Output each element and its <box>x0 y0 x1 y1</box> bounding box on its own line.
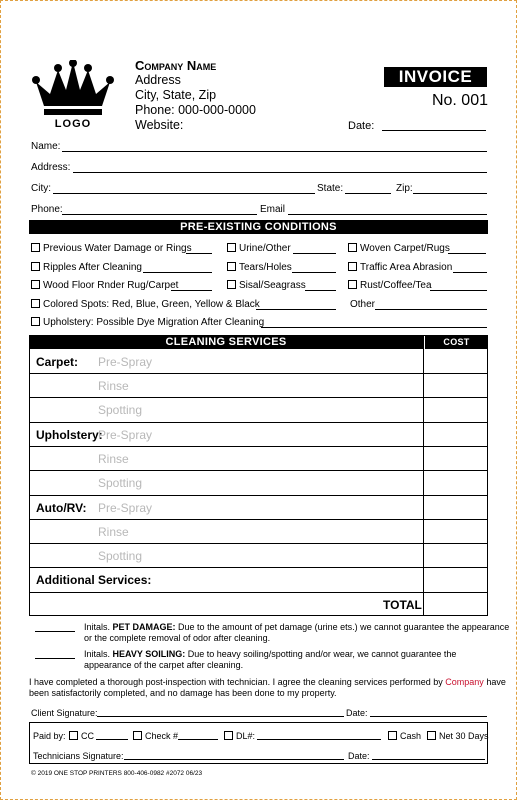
cond-water-line <box>186 253 212 254</box>
date1-field[interactable] <box>370 716 487 717</box>
cond-urine[interactable]: Urine/Other <box>227 243 291 255</box>
cost-divider <box>423 335 424 616</box>
row-line <box>29 592 488 593</box>
checkbox[interactable] <box>31 243 40 252</box>
cond-water[interactable]: Previous Water Damage or Rings <box>31 243 192 255</box>
services-header: CLEANING SERVICES <box>29 335 423 349</box>
checkbox[interactable] <box>227 280 236 289</box>
heavy-soiling-text: Initals. HEAVY SOILING: Due to heavy soiling/spotting and/or wear, we cannot guarantee the appearance of the carpet after cleaning. <box>84 649 457 670</box>
state-field[interactable] <box>345 193 391 194</box>
row-line <box>29 495 488 496</box>
checkbox[interactable] <box>31 299 40 308</box>
date-field[interactable] <box>382 130 486 131</box>
checkbox[interactable] <box>348 280 357 289</box>
cond-colored-line <box>256 309 336 310</box>
auto-label: Auto/RV: <box>36 501 87 515</box>
state-label: State: <box>317 183 344 194</box>
checkbox[interactable] <box>31 262 40 271</box>
invoice-number: No. 001 <box>431 92 488 109</box>
name-field[interactable] <box>62 151 487 152</box>
paid-by-label: Paid by: <box>33 731 66 741</box>
cond-colored[interactable]: Colored Spots: Red, Blue, Green, Yellow & Black <box>31 299 260 311</box>
carpet-spotting: Spotting <box>98 403 143 417</box>
cond-wood-line <box>171 290 212 291</box>
company-phone: Phone: 000-000-0000 <box>135 103 256 117</box>
zip-label: Zip: <box>396 183 413 194</box>
cond-sisal[interactable]: Sisal/Seagrass <box>227 280 306 292</box>
checkbox[interactable] <box>388 731 397 740</box>
cond-upholstery-line <box>261 327 487 328</box>
cond-woven-line <box>448 253 486 254</box>
cond-woven[interactable]: Woven Carpet/Rugs <box>348 243 450 255</box>
pet-damage-text: Initals. PET DAMAGE: Due to the amount of pet damage (urine ets.) we cannot guarantee the appearance or the complete removal of odor after cleaning. <box>84 622 510 643</box>
address-field[interactable] <box>73 172 487 173</box>
cond-traffic[interactable]: Traffic Area Abrasion <box>348 262 452 274</box>
carpet-label: Carpet: <box>36 355 79 369</box>
row-line <box>29 543 488 544</box>
cond-rust[interactable]: Rust/Coffee/Tea <box>348 280 432 292</box>
logo-text: LOGO <box>54 118 92 130</box>
company-website: Website: <box>135 118 184 132</box>
row-line <box>29 446 488 447</box>
pay-check-field[interactable] <box>178 739 218 740</box>
address-label: Address: <box>31 162 71 173</box>
pay-dl[interactable]: DL#: <box>224 730 255 742</box>
email-label: Email <box>260 204 286 215</box>
checkbox[interactable] <box>69 731 78 740</box>
upholstery-rinse: Rinse <box>98 452 129 466</box>
pay-cash[interactable]: Cash <box>388 730 421 742</box>
row-line <box>29 397 488 398</box>
phone-field[interactable] <box>62 214 257 215</box>
cond-upholstery[interactable]: Upholstery: Possible Dye Migration After Cleaning <box>31 317 264 329</box>
pay-net30[interactable]: Net 30 Days <box>427 730 489 742</box>
carpet-prespray: Pre-Spray <box>98 355 153 369</box>
total-label: TOTAL <box>383 598 422 612</box>
client-signature-field[interactable] <box>97 716 344 717</box>
additional-services-label: Additional Services: <box>36 573 152 587</box>
cond-urine-line <box>293 253 336 254</box>
city-label: City: <box>31 183 51 194</box>
pay-cc-field[interactable] <box>96 739 128 740</box>
row-line <box>29 519 488 520</box>
upholstery-prespray: Pre-Spray <box>98 428 153 442</box>
auto-prespray: Pre-Spray <box>98 501 153 515</box>
cond-rust-line <box>430 290 487 291</box>
logo <box>30 60 116 132</box>
name-label: Name: <box>31 141 61 152</box>
tech-signature-label: Technicians Signature: <box>33 751 124 761</box>
cond-tears[interactable]: Tears/Holes <box>227 262 292 274</box>
checkbox[interactable] <box>427 731 436 740</box>
upholstery-spotting: Spotting <box>98 476 143 490</box>
carpet-rinse: Rinse <box>98 379 129 393</box>
conditions-header: PRE-EXISTING CONDITIONS <box>29 220 488 234</box>
checkbox[interactable] <box>133 731 142 740</box>
cond-other-label: Other <box>350 299 376 310</box>
footer-copyright: © 2019 ONE STOP PRINTERS 800-406-0982 #2072 06/23 <box>31 770 203 777</box>
city-field[interactable] <box>53 193 315 194</box>
cond-ripples-line <box>143 272 212 273</box>
company-block <box>135 58 256 133</box>
cond-tears-line <box>292 272 336 273</box>
checkbox[interactable] <box>348 243 357 252</box>
auto-rinse: Rinse <box>98 525 129 539</box>
row-line <box>29 373 488 374</box>
company-address: Address <box>135 73 181 87</box>
cond-wood[interactable]: Wood Floor Rnder Rug/Carpet <box>31 280 178 292</box>
pay-check[interactable]: Check # <box>133 730 178 742</box>
pay-cc[interactable]: CC <box>69 730 94 742</box>
upholstery-label: Upholstery: <box>36 428 103 442</box>
pay-dl-field[interactable] <box>257 739 381 740</box>
email-field[interactable] <box>288 214 487 215</box>
soil-initials-field[interactable] <box>35 658 75 659</box>
cond-other-line[interactable] <box>375 309 487 310</box>
cost-header: COST <box>425 335 488 349</box>
checkbox[interactable] <box>31 317 40 326</box>
cond-sisal-line <box>305 290 336 291</box>
cond-ripples[interactable]: Ripples After Cleaning <box>31 262 142 274</box>
phone-label: Phone: <box>31 204 63 215</box>
checkbox[interactable] <box>224 731 233 740</box>
pet-initials-field[interactable] <box>35 631 75 632</box>
date1-label: Date: <box>346 708 368 718</box>
cond-traffic-line <box>453 272 487 273</box>
invoice-title: INVOICE <box>384 67 487 87</box>
checkbox[interactable] <box>227 243 236 252</box>
tech-signature-field[interactable] <box>124 759 344 760</box>
date-label: Date: <box>348 120 375 132</box>
date2-label: Date: <box>348 751 370 761</box>
company-name: Company Name <box>135 58 217 73</box>
agreement-text: I have completed a thorough post-inspection with technician. I agree the cleaning services performed by Company have been satisfactorily completed, and no damage has been done to my property. <box>29 677 506 698</box>
row-line <box>29 470 488 471</box>
checkbox[interactable] <box>31 280 40 289</box>
date2-field[interactable] <box>372 759 485 760</box>
zip-field[interactable] <box>413 193 487 194</box>
checkbox[interactable] <box>348 262 357 271</box>
auto-spotting: Spotting <box>98 549 143 563</box>
checkbox[interactable] <box>227 262 236 271</box>
client-signature-label: Client Signature: <box>31 708 98 718</box>
row-line <box>29 567 488 568</box>
company-highlight: Company <box>445 677 484 687</box>
company-city: City, State, Zip <box>135 88 217 102</box>
row-line <box>29 422 488 423</box>
crown-icon <box>30 60 116 120</box>
